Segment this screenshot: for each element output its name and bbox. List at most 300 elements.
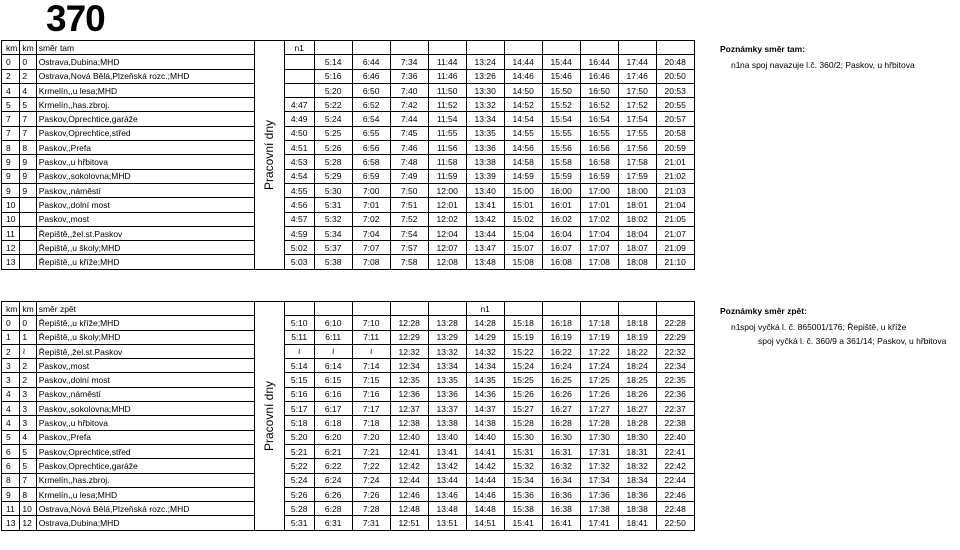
departure-time: 12:04 — [428, 226, 466, 240]
departure-time: 7:02 — [352, 212, 390, 226]
departure-time: 20:58 — [656, 126, 694, 140]
note-text: spoj vyčká l. č. 865001/176; Řepiště, u kříže — [740, 322, 907, 332]
departure-time: 13:38 — [428, 416, 466, 430]
km-cell: 7 — [20, 112, 36, 126]
departure-time: 5:03 — [284, 255, 314, 269]
departure-time: 22:29 — [656, 330, 694, 344]
departure-time: 15:41 — [504, 516, 542, 530]
departure-time: 13:34 — [466, 112, 504, 126]
departure-time: 7:48 — [390, 155, 428, 169]
departure-time: 12:29 — [390, 330, 428, 344]
note-item — [720, 58, 915, 72]
km-cell: 4 — [20, 83, 36, 97]
km-cell: 1 — [20, 330, 36, 344]
departure-time: 16:38 — [542, 502, 580, 516]
departure-time: 14:54 — [504, 112, 542, 126]
departure-time: 22:37 — [656, 402, 694, 416]
departure-time: 7:00 — [352, 183, 390, 197]
table-row — [2, 255, 695, 269]
departure-time: 17:26 — [580, 387, 618, 401]
departure-time: 17:52 — [618, 98, 656, 112]
stop-name: Paskov,,most — [36, 359, 254, 373]
departure-time: 22:46 — [656, 487, 694, 501]
departure-time: 22:50 — [656, 516, 694, 530]
line-number: 370 — [46, 0, 105, 39]
km-cell: 12 — [20, 516, 36, 530]
table-row — [2, 330, 695, 344]
departure-time: 17:58 — [618, 155, 656, 169]
departure-time: 18:02 — [618, 212, 656, 226]
km-cell: 9 — [20, 155, 36, 169]
departure-time: 13:44 — [466, 226, 504, 240]
departure-time: 12:28 — [390, 316, 428, 330]
trip-header — [618, 41, 656, 55]
km-cell — [20, 241, 36, 255]
km-cell: 2 — [2, 69, 20, 83]
km-cell: 0 — [20, 55, 36, 69]
departure-time: 17:00 — [580, 183, 618, 197]
departure-time: 7:31 — [352, 516, 390, 530]
note-text: na spoj navazuje l.č. 360/2; Paskov, u hřbitova — [740, 60, 915, 70]
km-header: km — [2, 41, 20, 55]
departure-time: 22:38 — [656, 416, 694, 430]
stop-name: Paskov,,náměstí — [36, 387, 254, 401]
departure-time: 21:01 — [656, 155, 694, 169]
departure-time: 21:04 — [656, 198, 694, 212]
table-row — [2, 169, 695, 183]
departure-time: 12:40 — [390, 430, 428, 444]
stop-name: Paskov,Oprechtice,garáže — [36, 459, 254, 473]
trip-header — [466, 41, 504, 55]
trip-header — [314, 41, 352, 55]
km-cell: 9 — [2, 155, 20, 169]
departure-time: 12:37 — [390, 402, 428, 416]
departure-time: 16:36 — [542, 487, 580, 501]
departure-time: 7:11 — [352, 330, 390, 344]
km-cell: 8 — [2, 141, 20, 155]
departure-time: 20:50 — [656, 69, 694, 83]
departure-time: 6:18 — [314, 416, 352, 430]
departure-time: 16:04 — [542, 226, 580, 240]
departure-time: 13:32 — [428, 344, 466, 358]
table-row — [2, 55, 695, 69]
departure-time: 17:24 — [580, 359, 618, 373]
departure-time: 6:58 — [352, 155, 390, 169]
departure-time: 4:51 — [284, 141, 314, 155]
km-cell: 7 — [20, 126, 36, 140]
departure-time: 7:17 — [352, 402, 390, 416]
departure-time: 7:16 — [352, 387, 390, 401]
table-row — [2, 402, 695, 416]
departure-time: 4:56 — [284, 198, 314, 212]
departure-time: 16:52 — [580, 98, 618, 112]
departure-time: 17:41 — [580, 516, 618, 530]
departure-time: 14:34 — [466, 359, 504, 373]
departure-time: 7:50 — [390, 183, 428, 197]
departure-time: 18:26 — [618, 387, 656, 401]
departure-time: 16:01 — [542, 198, 580, 212]
departure-time: 11:46 — [428, 69, 466, 83]
notes-title: Poznámky směr tam: — [720, 44, 806, 54]
stop-name: Ostrava,Nová Bělá,Plzeňská rozc.;MHD — [36, 69, 254, 83]
departure-time: 18:04 — [618, 226, 656, 240]
km-cell: 0 — [2, 316, 20, 330]
departure-time: 15:28 — [504, 416, 542, 430]
timetable-outbound — [1, 40, 695, 270]
departure-time: 7:21 — [352, 444, 390, 458]
trip-header: n1 — [466, 302, 504, 316]
trip-header — [390, 302, 428, 316]
departure-time: 17:22 — [580, 344, 618, 358]
departure-time: 17:34 — [580, 473, 618, 487]
departure-time: 16:44 — [580, 55, 618, 69]
trip-header — [314, 302, 352, 316]
departure-time: 5:18 — [284, 416, 314, 430]
departure-time: ≀ — [314, 344, 352, 358]
departure-time: 15:56 — [542, 141, 580, 155]
km-cell: 9 — [2, 487, 20, 501]
departure-time: 11:55 — [428, 126, 466, 140]
notes-title: Poznámky směr zpět: — [720, 306, 807, 316]
table-row — [2, 198, 695, 212]
departure-time: 17:02 — [580, 212, 618, 226]
departure-time: 4:50 — [284, 126, 314, 140]
departure-time: 12:32 — [390, 344, 428, 358]
departure-time: 12:01 — [428, 198, 466, 212]
stop-name: Paskov,,Prefa — [36, 141, 254, 155]
departure-time: 12:00 — [428, 183, 466, 197]
km-cell: 2 — [2, 344, 20, 358]
departure-time: 15:31 — [504, 444, 542, 458]
departure-time: 6:16 — [314, 387, 352, 401]
departure-time: 15:32 — [504, 459, 542, 473]
departure-time: 13:51 — [428, 516, 466, 530]
km-cell: 12 — [2, 241, 20, 255]
departure-time: 16:46 — [580, 69, 618, 83]
departure-time: 5:26 — [284, 487, 314, 501]
table-row — [2, 183, 695, 197]
note-code: n1 — [731, 322, 741, 332]
departure-time: 15:26 — [504, 387, 542, 401]
table-row — [2, 83, 695, 97]
departure-time: 18:27 — [618, 402, 656, 416]
departure-time: 5:14 — [314, 55, 352, 69]
departure-time: 5:37 — [314, 241, 352, 255]
departure-time: 14:58 — [504, 155, 542, 169]
km-cell — [20, 226, 36, 240]
table-row — [2, 516, 695, 530]
departure-time: 16:19 — [542, 330, 580, 344]
departure-time: 21:07 — [656, 226, 694, 240]
trip-header — [428, 302, 466, 316]
departure-time: 12:48 — [390, 502, 428, 516]
trip-header — [390, 41, 428, 55]
km-cell: 10 — [20, 502, 36, 516]
departure-time: 15:58 — [542, 155, 580, 169]
departure-time: 15:22 — [504, 344, 542, 358]
departure-time: 11:52 — [428, 98, 466, 112]
trip-header — [504, 41, 542, 55]
departure-time: 6:22 — [314, 459, 352, 473]
trip-header — [656, 302, 694, 316]
departure-time: 18:24 — [618, 359, 656, 373]
departure-time: 5:16 — [284, 387, 314, 401]
departure-time: 20:53 — [656, 83, 694, 97]
departure-time: 13:42 — [466, 212, 504, 226]
departure-time: 17:27 — [580, 402, 618, 416]
period-header — [254, 302, 284, 531]
departure-time: 13:34 — [428, 359, 466, 373]
km-cell: 9 — [20, 183, 36, 197]
departure-time: 14:37 — [466, 402, 504, 416]
departure-time: 16:08 — [542, 255, 580, 269]
km-cell: 4 — [2, 387, 20, 401]
departure-time: 12:51 — [390, 516, 428, 530]
departure-time: 16:07 — [542, 241, 580, 255]
km-cell: 4 — [2, 402, 20, 416]
departure-time: 18:18 — [618, 316, 656, 330]
departure-time: 13:41 — [428, 444, 466, 458]
departure-time: 16:32 — [542, 459, 580, 473]
departure-time — [284, 69, 314, 83]
departure-time: 17:18 — [580, 316, 618, 330]
km-cell: 5 — [20, 459, 36, 473]
departure-time: 18:32 — [618, 459, 656, 473]
departure-time: 4:55 — [284, 183, 314, 197]
departure-time: 6:11 — [314, 330, 352, 344]
table-row — [2, 416, 695, 430]
departure-time: 20:48 — [656, 55, 694, 69]
stop-name: Řepiště,,u školy;MHD — [36, 330, 254, 344]
km-cell: 3 — [20, 402, 36, 416]
km-cell: 5 — [20, 98, 36, 112]
stop-name: Krmelín,,has.zbroj. — [36, 98, 254, 112]
note-item — [720, 320, 946, 334]
departure-time: 12:02 — [428, 212, 466, 226]
departure-time: 22:44 — [656, 473, 694, 487]
note-code: n1 — [731, 60, 741, 70]
departure-time: 13:37 — [428, 402, 466, 416]
table-row — [2, 444, 695, 458]
departure-time: 13:41 — [466, 198, 504, 212]
period-label: Pracovní dny — [262, 380, 277, 451]
departure-time: 14:42 — [466, 459, 504, 473]
trip-header — [580, 302, 618, 316]
departure-time: 7:49 — [390, 169, 428, 183]
departure-time: 14:46 — [466, 487, 504, 501]
departure-time: 12:46 — [390, 487, 428, 501]
departure-time: 15:01 — [504, 198, 542, 212]
departure-time: 22:35 — [656, 373, 694, 387]
departure-time: 16:30 — [542, 430, 580, 444]
departure-time: 13:26 — [466, 69, 504, 83]
trip-header — [618, 302, 656, 316]
departure-time: 16:28 — [542, 416, 580, 430]
departure-time: 7:42 — [390, 98, 428, 112]
km-cell: 8 — [2, 473, 20, 487]
stop-name: Paskov,,náměstí — [36, 183, 254, 197]
departure-time: 6:55 — [352, 126, 390, 140]
table-row — [2, 212, 695, 226]
departure-time: 17:28 — [580, 416, 618, 430]
departure-time: 7:52 — [390, 212, 428, 226]
departure-time: 17:32 — [580, 459, 618, 473]
departure-time: 17:55 — [618, 126, 656, 140]
km-cell: 9 — [2, 169, 20, 183]
departure-time: 17:36 — [580, 487, 618, 501]
departure-time: 13:39 — [466, 169, 504, 183]
departure-time: 12:42 — [390, 459, 428, 473]
departure-time: 7:54 — [390, 226, 428, 240]
departure-time: 18:19 — [618, 330, 656, 344]
stop-name: Řepiště,,žel.st.Paskov — [36, 344, 254, 358]
departure-time: 4:53 — [284, 155, 314, 169]
departure-time: 16:56 — [580, 141, 618, 155]
departure-time: 15:24 — [504, 359, 542, 373]
departure-time: 13:35 — [466, 126, 504, 140]
stop-name: Paskov,,dolní most — [36, 198, 254, 212]
departure-time: 14:56 — [504, 141, 542, 155]
km-cell: 7 — [2, 112, 20, 126]
departure-time: 15:02 — [504, 212, 542, 226]
stop-name: Paskov,,u hřbitova — [36, 416, 254, 430]
departure-time: 12:38 — [390, 416, 428, 430]
departure-time: 16:00 — [542, 183, 580, 197]
trip-header — [580, 41, 618, 55]
departure-time: 15:55 — [542, 126, 580, 140]
km-cell: 5 — [2, 430, 20, 444]
period-header — [254, 41, 284, 270]
departure-time — [284, 55, 314, 69]
departure-time: 15:00 — [504, 183, 542, 197]
departure-time: ≀ — [352, 344, 390, 358]
km-cell: 6 — [2, 444, 20, 458]
departure-time: 17:38 — [580, 502, 618, 516]
departure-time: 20:55 — [656, 98, 694, 112]
departure-time: 15:54 — [542, 112, 580, 126]
stop-name: Řepiště,,u kříže;MHD — [36, 316, 254, 330]
departure-time: 15:07 — [504, 241, 542, 255]
departure-time: 15:18 — [504, 316, 542, 330]
trip-header — [428, 41, 466, 55]
departure-time: 16:02 — [542, 212, 580, 226]
departure-time: 14:28 — [466, 316, 504, 330]
departure-time: 12:07 — [428, 241, 466, 255]
departure-time: 7:20 — [352, 430, 390, 444]
departure-time: 6:17 — [314, 402, 352, 416]
km-cell: 9 — [2, 183, 20, 197]
departure-time: 16:27 — [542, 402, 580, 416]
stop-name: Paskov,Oprechtice,garáže — [36, 112, 254, 126]
departure-time: 18:25 — [618, 373, 656, 387]
departure-time: 5:25 — [314, 126, 352, 140]
departure-time: 16:59 — [580, 169, 618, 183]
departure-time: 13:40 — [466, 183, 504, 197]
departure-time: 15:30 — [504, 430, 542, 444]
departure-time: 7:18 — [352, 416, 390, 430]
departure-time: 18:31 — [618, 444, 656, 458]
departure-time: 14:40 — [466, 430, 504, 444]
note-text: spoj vyčká l. č. 360/9 a 361/14; Paskov, u hřbitova — [758, 336, 947, 347]
departure-time: 13:46 — [428, 487, 466, 501]
table-row — [2, 373, 695, 387]
departure-time: 21:02 — [656, 169, 694, 183]
departure-time: 13:38 — [466, 155, 504, 169]
departure-time: 18:36 — [618, 487, 656, 501]
departure-time: 12:08 — [428, 255, 466, 269]
departure-time: 16:34 — [542, 473, 580, 487]
departure-time: 5:10 — [284, 316, 314, 330]
departure-time: 13:40 — [428, 430, 466, 444]
stop-name: Paskov,,Prefa — [36, 430, 254, 444]
departure-time: 5:28 — [284, 502, 314, 516]
departure-time: 7:28 — [352, 502, 390, 516]
departure-time: 16:50 — [580, 83, 618, 97]
departure-time: 7:57 — [390, 241, 428, 255]
departure-time: 15:34 — [504, 473, 542, 487]
departure-time: 17:44 — [618, 55, 656, 69]
departure-time: 6:21 — [314, 444, 352, 458]
departure-time: 18:38 — [618, 502, 656, 516]
km-cell: 4 — [2, 416, 20, 430]
departure-time: 14:51 — [466, 516, 504, 530]
departure-time: 17:08 — [580, 255, 618, 269]
departure-time: 5:20 — [314, 83, 352, 97]
departure-time: 14:29 — [466, 330, 504, 344]
departure-time: 15:27 — [504, 402, 542, 416]
departure-time: 13:48 — [466, 255, 504, 269]
departure-time: 13:35 — [428, 373, 466, 387]
departure-time: 11:44 — [428, 55, 466, 69]
departure-time: 6:24 — [314, 473, 352, 487]
departure-time: 6:10 — [314, 316, 352, 330]
km-cell: 2 — [20, 359, 36, 373]
departure-time: 14:44 — [466, 473, 504, 487]
departure-time: 18:22 — [618, 344, 656, 358]
departure-time: 4:47 — [284, 98, 314, 112]
departure-time: 16:25 — [542, 373, 580, 387]
period-label: Pracovní dny — [262, 119, 277, 190]
departure-time: 13:36 — [466, 141, 504, 155]
departure-time: 16:24 — [542, 359, 580, 373]
notes-outbound — [720, 43, 915, 72]
departure-time: 18:28 — [618, 416, 656, 430]
departure-time: 6:52 — [352, 98, 390, 112]
departure-time: 13:28 — [428, 316, 466, 330]
km-cell: 8 — [20, 141, 36, 155]
departure-time: 7:45 — [390, 126, 428, 140]
table-row — [2, 241, 695, 255]
departure-time: 17:46 — [618, 69, 656, 83]
departure-time: 7:36 — [390, 69, 428, 83]
stop-name: Řepiště,,žel.st.Paskov — [36, 226, 254, 240]
departure-time: 15:36 — [504, 487, 542, 501]
departure-time: 12:41 — [390, 444, 428, 458]
km-cell: 13 — [2, 516, 20, 530]
trip-header — [504, 302, 542, 316]
departure-time: 18:01 — [618, 198, 656, 212]
departure-time: 22:28 — [656, 316, 694, 330]
departure-time: 12:44 — [390, 473, 428, 487]
departure-time: 20:59 — [656, 141, 694, 155]
departure-time: 15:08 — [504, 255, 542, 269]
km-cell: 9 — [20, 169, 36, 183]
table-row — [2, 359, 695, 373]
km-cell: 3 — [2, 373, 20, 387]
departure-time: 6:15 — [314, 373, 352, 387]
departure-time: 15:04 — [504, 226, 542, 240]
table-row — [2, 98, 695, 112]
